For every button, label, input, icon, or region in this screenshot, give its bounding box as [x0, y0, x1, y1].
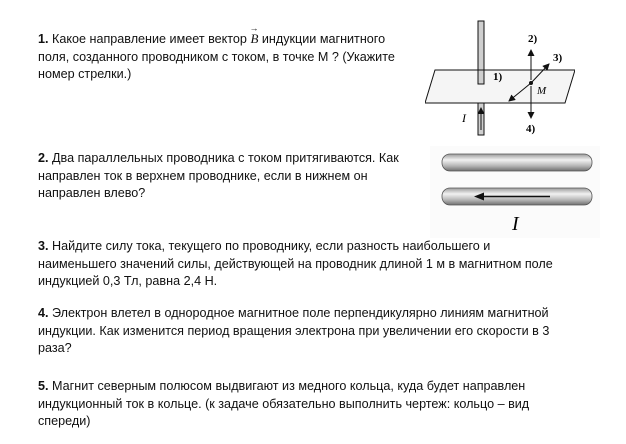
question-4-line-2: индукции. Как изменится период вращения электрона при увеличении его скорости в 3	[38, 323, 550, 338]
question-4-line-3: раза?	[38, 341, 72, 355]
vector-b-symbol: → B	[250, 30, 258, 48]
question-2-number: 2.	[38, 151, 49, 165]
question-4	[38, 305, 549, 358]
question-3-number: 3.	[38, 239, 49, 253]
question-1-line-1	[38, 30, 395, 49]
arrow-4-label: 4)	[526, 123, 536, 135]
question-1-text-end: индукции магнитного	[261, 32, 386, 46]
upper-conductor	[442, 154, 592, 171]
arrow-2-label: 2)	[528, 33, 538, 45]
question-2	[38, 150, 399, 203]
question-3	[38, 238, 553, 291]
question-4-number: 4.	[38, 306, 49, 320]
question-1-line-3: номер стрелки.)	[38, 67, 132, 81]
lower-current-label: I	[512, 213, 519, 235]
point-m-label: M	[537, 85, 547, 97]
question-5-line-1: 5. Магнит северным полюсом выдвигают из медного кольца, куда будет направлен	[38, 379, 526, 393]
current-label: I	[462, 111, 466, 125]
question-5-number: 5.	[38, 379, 49, 393]
question-3-line-2: наименьшего значений силы, действующей на проводник длиной 1 м в магнитном поле	[38, 256, 553, 271]
question-2-line-1: 2. Два параллельных проводника с током притягиваются. Как	[38, 151, 399, 165]
question-2-line-2: направлен ток в верхнем проводнике, если в нижнем он	[38, 168, 368, 183]
question-5-line-3: спереди)	[38, 414, 91, 428]
figure-conductor-plane	[425, 18, 575, 138]
question-5-line-2: индукционный ток в кольце. (к задаче обязательно выполнить чертеж: кольцо – вид	[38, 396, 530, 411]
question-1	[38, 30, 395, 84]
arrow-1-label: 1)	[493, 71, 503, 83]
question-5	[38, 378, 529, 431]
question-1-line-2: поля, созданного проводником с током, в точке М ? (Укажите	[38, 49, 395, 64]
arrow-3-label: 3)	[553, 52, 563, 64]
figure-parallel-conductors	[430, 146, 600, 238]
question-3-line-1: 3. Найдите силу тока, текущего по проводнику, если разность наибольшего и	[38, 239, 491, 253]
question-4-line-1: 4. Электрон влетел в однородное магнитное поле перпендикулярно линиям магнитной	[38, 306, 549, 320]
question-3-line-3: индукцией 0,3 Тл, равна 2,4 Н.	[38, 274, 218, 288]
question-1-number: 1.	[38, 32, 49, 46]
question-1-text-start: Какое направление имеет вектор	[52, 32, 247, 46]
question-2-line-3: направлен влево?	[38, 186, 146, 200]
